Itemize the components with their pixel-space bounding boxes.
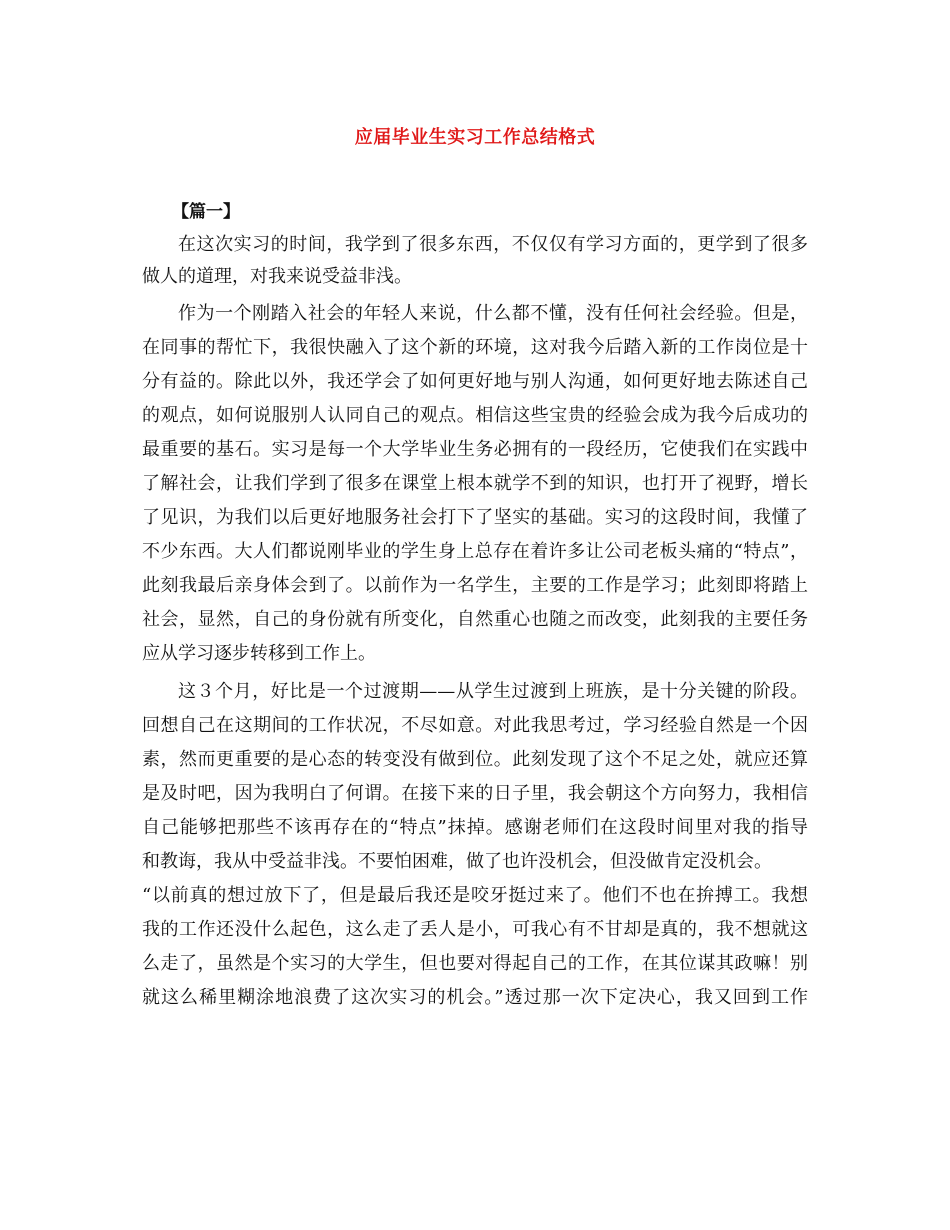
paragraph-line: 了见识，为我们以后更好地服务社会打下了坚实的基础。实习的这段时间，我懂了 [142, 507, 808, 528]
paragraph-line: 这３个月，好比是一个过渡期——从学生过渡到上班族，是十分关键的阶段。 [178, 681, 808, 702]
paragraph-line: 是及时吧，因为我明白了何谓。在接下来的日子里，我会朝这个方向努力，我相信 [142, 783, 808, 804]
paragraph-line: 做人的道理，对我来说受益非浅。 [142, 266, 412, 287]
paragraph-line: 回想自己在这期间的工作状况，不尽如意。对此我思考过，学习经验自然是一个因 [142, 715, 808, 736]
paragraph-line: 我的工作还没什么起色，这么走了丢人是小，可我心有不甘却是真的，我不想就这 [142, 919, 808, 940]
paragraph-line: 的观点，如何说服别人认同自己的观点。相信这些宝贵的经验会成为我今后成功的 [142, 405, 808, 426]
paragraph-line: 此刻我最后亲身体会到了。以前作为一名学生，主要的工作是学习；此刻即将踏上 [142, 575, 808, 596]
paragraph-line: 了解社会，让我们学到了很多在课堂上根本就学不到的知识，也打开了视野，增长 [142, 473, 808, 494]
paragraph-line: 和教诲，我从中受益非浅。不要怕困难，做了也许没机会，但没做肯定没机会。 [142, 851, 772, 872]
paragraph-line: 不少东西。大人们都说刚毕业的学生身上总存在着许多让公司老板头痛的“特点”， [142, 541, 808, 562]
paragraph-line: 就这么稀里糊涂地浪费了这次实习的机会。”透过那一次下定决心，我又回到工作 [142, 987, 808, 1008]
paragraph-line: 自己能够把那些不该再存在的“特点”抹掉。感谢老师们在这段时间里对我的指导 [142, 817, 808, 838]
paragraph-line: 在这次实习的时间，我学到了很多东西，不仅仅有学习方面的，更学到了很多 [178, 234, 808, 255]
paragraph-line: 素，然而更重要的是心态的转变没有做到位。此刻发现了这个不足之处，就应还算 [142, 749, 808, 770]
paragraph-line: 最重要的基石。实习是每一个大学毕业生务必拥有的一段经历，它使我们在实践中 [142, 439, 808, 460]
document-title: 应届毕业生实习工作总结格式 [354, 127, 596, 148]
paragraph-line: 应从学习逐步转移到工作上。 [142, 643, 376, 664]
paragraph-line: 么走了，虽然是个实习的大学生，但也要对得起自己的工作，在其位谋其政嘛！别 [142, 953, 808, 974]
paragraph-line: 作为一个刚踏入社会的年轻人来说，什么都不懂，没有任何社会经验。但是， [178, 303, 808, 324]
paragraph-line: 社会，显然，自己的身份就有所变化，自然重心也随之而改变，此刻我的主要任务 [142, 609, 808, 630]
paragraph-line: 在同事的帮忙下，我很快融入了这个新的环境，这对我今后踏入新的工作岗位是十 [142, 337, 808, 358]
section-label: 【篇一】 [172, 202, 240, 222]
paragraph-line: “以前真的想过放下了，但是最后我还是咬牙挺过来了。他们不也在拚搏工。我想 [142, 885, 808, 906]
paragraph-line: 分有益的。除此以外，我还学会了如何更好地与别人沟通，如何更好地去陈述自己 [142, 371, 808, 392]
